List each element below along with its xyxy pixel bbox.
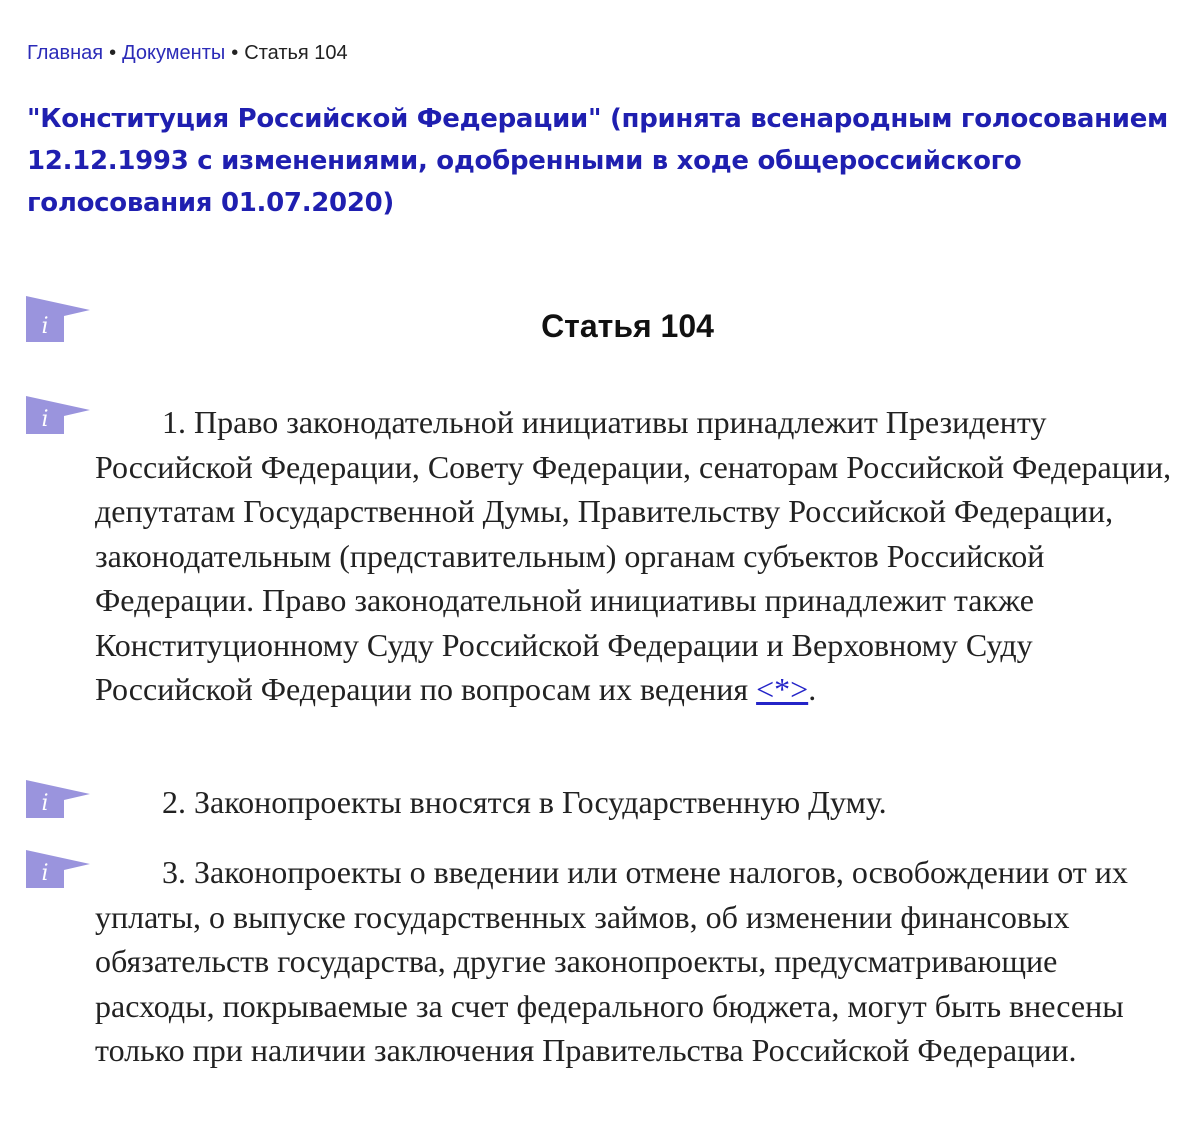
footnote-link[interactable]: <*> <box>756 671 809 707</box>
breadcrumb-current: Статья 104 <box>244 42 348 64</box>
article-heading: Статья 104 <box>541 308 714 344</box>
paragraph-1-end: . <box>808 671 817 707</box>
info-icon[interactable] <box>26 850 90 896</box>
breadcrumb-home-link[interactable]: Главная <box>27 42 104 64</box>
breadcrumb <box>27 40 348 66</box>
document-title: "Конституция Российской Федерации" (принята всенародным голосованием 12.12.1993 с изменениями, одобренными в ходе общероссийского голосования 01.07.2020) <box>27 104 1169 218</box>
breadcrumb-documents-link[interactable]: Документы <box>122 42 226 64</box>
breadcrumb-separator: • <box>231 42 239 64</box>
article-paragraph-2: 2. Законопроекты вносятся в Государственную Думу. <box>162 784 887 820</box>
svg-text:i: i <box>41 314 49 339</box>
paragraph-1-text: 1. Право законодательной инициативы принадлежит Президенту Российской Федерации, Совету Федерации, сенаторам Российской Федерации, депутатам Государственной Думы, Правительству Российской Федерации, законодательным (представительным) органам субъектов Российской Федерации. Право законодательной инициативы принадлежит также Конституционному Суду Российской Федерации и Верховному Суду Российской Федерации по вопросам их ведения <box>95 404 1172 707</box>
info-icon[interactable] <box>26 396 90 442</box>
article-paragraph-1 <box>95 400 1175 712</box>
svg-text:i: i <box>41 791 49 816</box>
breadcrumb-separator: • <box>109 42 117 64</box>
info-icon[interactable] <box>26 780 90 826</box>
svg-text:i: i <box>41 407 49 432</box>
article-paragraph-3: 3. Законопроекты о введении или отмене налогов, освобождении от их уплаты, о выпуске государственных займов, об изменении финансовых обязательств государства, другие законопроекты, предусматривающие расходы, покрываемые за счет федерального бюджета, могут быть внесены только при наличии заключения Правительства Российской Федерации. <box>95 854 1128 1068</box>
svg-text:i: i <box>41 861 49 886</box>
